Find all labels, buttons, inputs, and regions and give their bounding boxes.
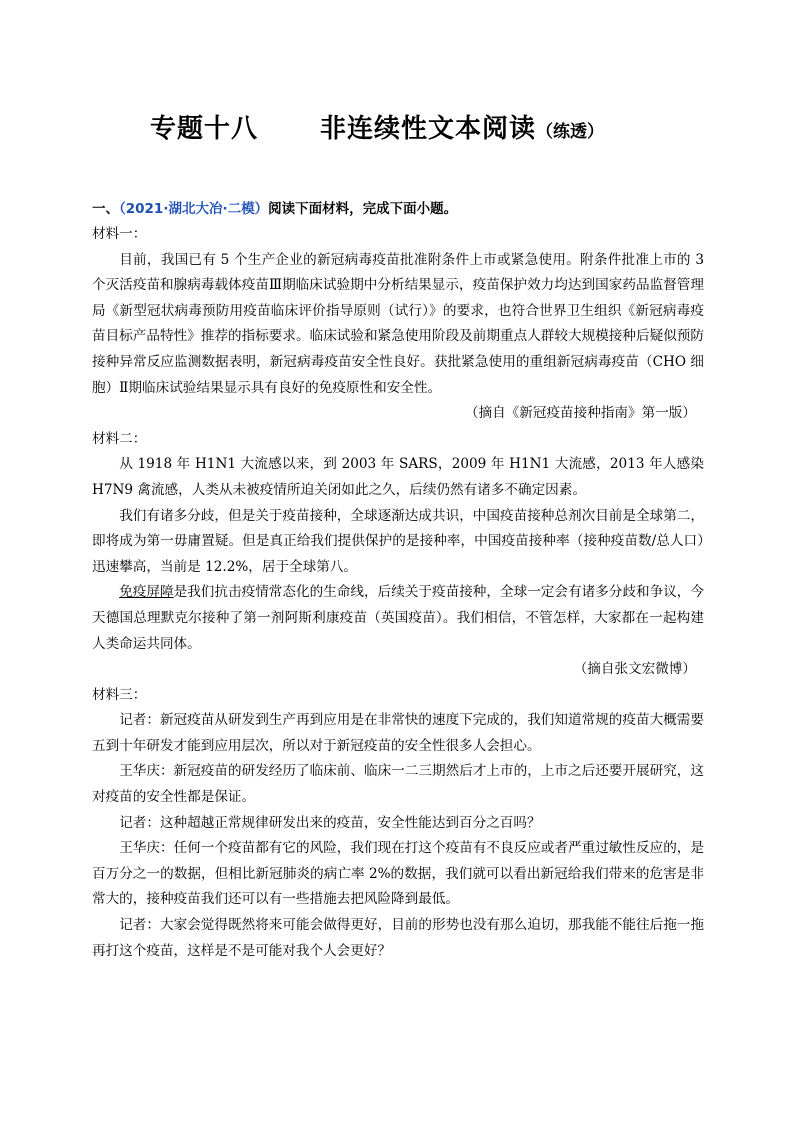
title-sub: （练透） [536,122,605,142]
question-number: 一、 [92,201,119,217]
material-3-label: 材料三： [92,686,147,703]
question-heading [92,197,457,217]
material-2-paragraph-3 [92,580,704,657]
material-2-paragraph-1: 从 1918 年 H1N1 大流感以来，到 2003 年 SARS，2009 年 H1N1 大流感，2013 年人感染 H7N9 禽流感，人类从未被疫情所迫关闭如此之久，后续仍然有诸多不确定因素。 [92,456,704,498]
material-2-citation: （摘自张文宏微博） [573,661,696,678]
material-3-paragraph-5: 记者：大家会觉得既然将来可能会做得更好，目前的形势也没有那么迫切，那我能不能往后拖一拖再打这个疫苗，这样是不是可能对我个人会更好？ [92,917,704,959]
material-3-paragraph-4: 王华庆：任何一个疫苗都有它的风险，我们现在打这个疫苗有不良反应或者严重过敏性反应的，是百万分之一的数据，但相比新冠肺炎的病亡率 2%的数据，我们就可以看出新冠给我们带来的危害是非常大的，接种疫苗我们还可以有一些措施去把风险降到最低。 [92,840,704,908]
material-3-paragraph-3: 记者：这种超越正常规律研发出来的疫苗，安全性能达到百分之百吗？ [119,814,541,831]
document-body [92,222,704,964]
page-title [150,108,604,145]
underlined-term: 免疫屏障 [119,584,174,601]
title-main: 专题十八 [150,114,259,144]
material-2-paragraph-3-text: 是我们抗击疫情常态化的生命线，后续关于疫苗接种，全球一定会有诸多分歧和争议，今天德国总理默克尔接种了第一剂阿斯利康疫苗（英国疫苗）。我们相信，不管怎样，大家都在一起构建人类命运共同体。 [92,584,705,652]
title-topic: 非连续性文本阅读 [320,114,537,144]
material-1-paragraph: 目前，我国已有 5 个生产企业的新冠病毒疫苗批准附条件上市或紧急使用。附条件批准上市的 3 个灭活疫苗和腺病毒载体疫苗Ⅲ期临床试验期中分析结果显示，疫苗保护效力均达到国家药品监督管理局《新型冠状病毒预防用疫苗临床评价指导原则（试行）》的要求，也符合世界卫生组织《新冠病毒疫苗目标产品特性》推荐的指标要求。临床试验和紧急使用阶段及前期重点人群较大规模接种后疑似预防接种异常反应监测数据表明，新冠病毒疫苗安全性良好。获批紧急使用的重组新冠病毒疫苗（CHO 细胞）Ⅱ期临床试验结果显示具有良好的免疫原性和安全性。 [92,251,704,396]
material-2-label: 材料二： [92,430,147,447]
material-2-paragraph-2: 我们有诸多分歧，但是关于疫苗接种，全球逐渐达成共识，中国疫苗接种总剂次目前是全球第二，即将成为第一毋庸置疑。但是真正给我们提供保护的是接种率，中国疫苗接种率（接种疫苗数/总人口）迅速攀高，当前是 12.2%，居于全球第八。 [92,507,704,575]
material-3-paragraph-1: 记者：新冠疫苗从研发到生产再到应用是在非常快的速度下完成的，我们知道常规的疫苗大概需要五到十年研发才能到应用层次，所以对于新冠疫苗的安全性很多人会担心。 [92,712,704,754]
material-1-label: 材料一： [92,226,147,242]
material-3-paragraph-2: 王华庆：新冠疫苗的研发经历了临床前、临床一二三期然后才上市的，上市之后还要开展研究，这对疫苗的安全性都是保证。 [92,763,704,806]
question-instruction: 阅读下面材料，完成下面小题。 [268,201,458,217]
material-1-citation: （摘自《新冠疫苗接种指南》第一版） [464,405,696,422]
question-source: （2021·湖北大冶·二模） [119,201,269,217]
